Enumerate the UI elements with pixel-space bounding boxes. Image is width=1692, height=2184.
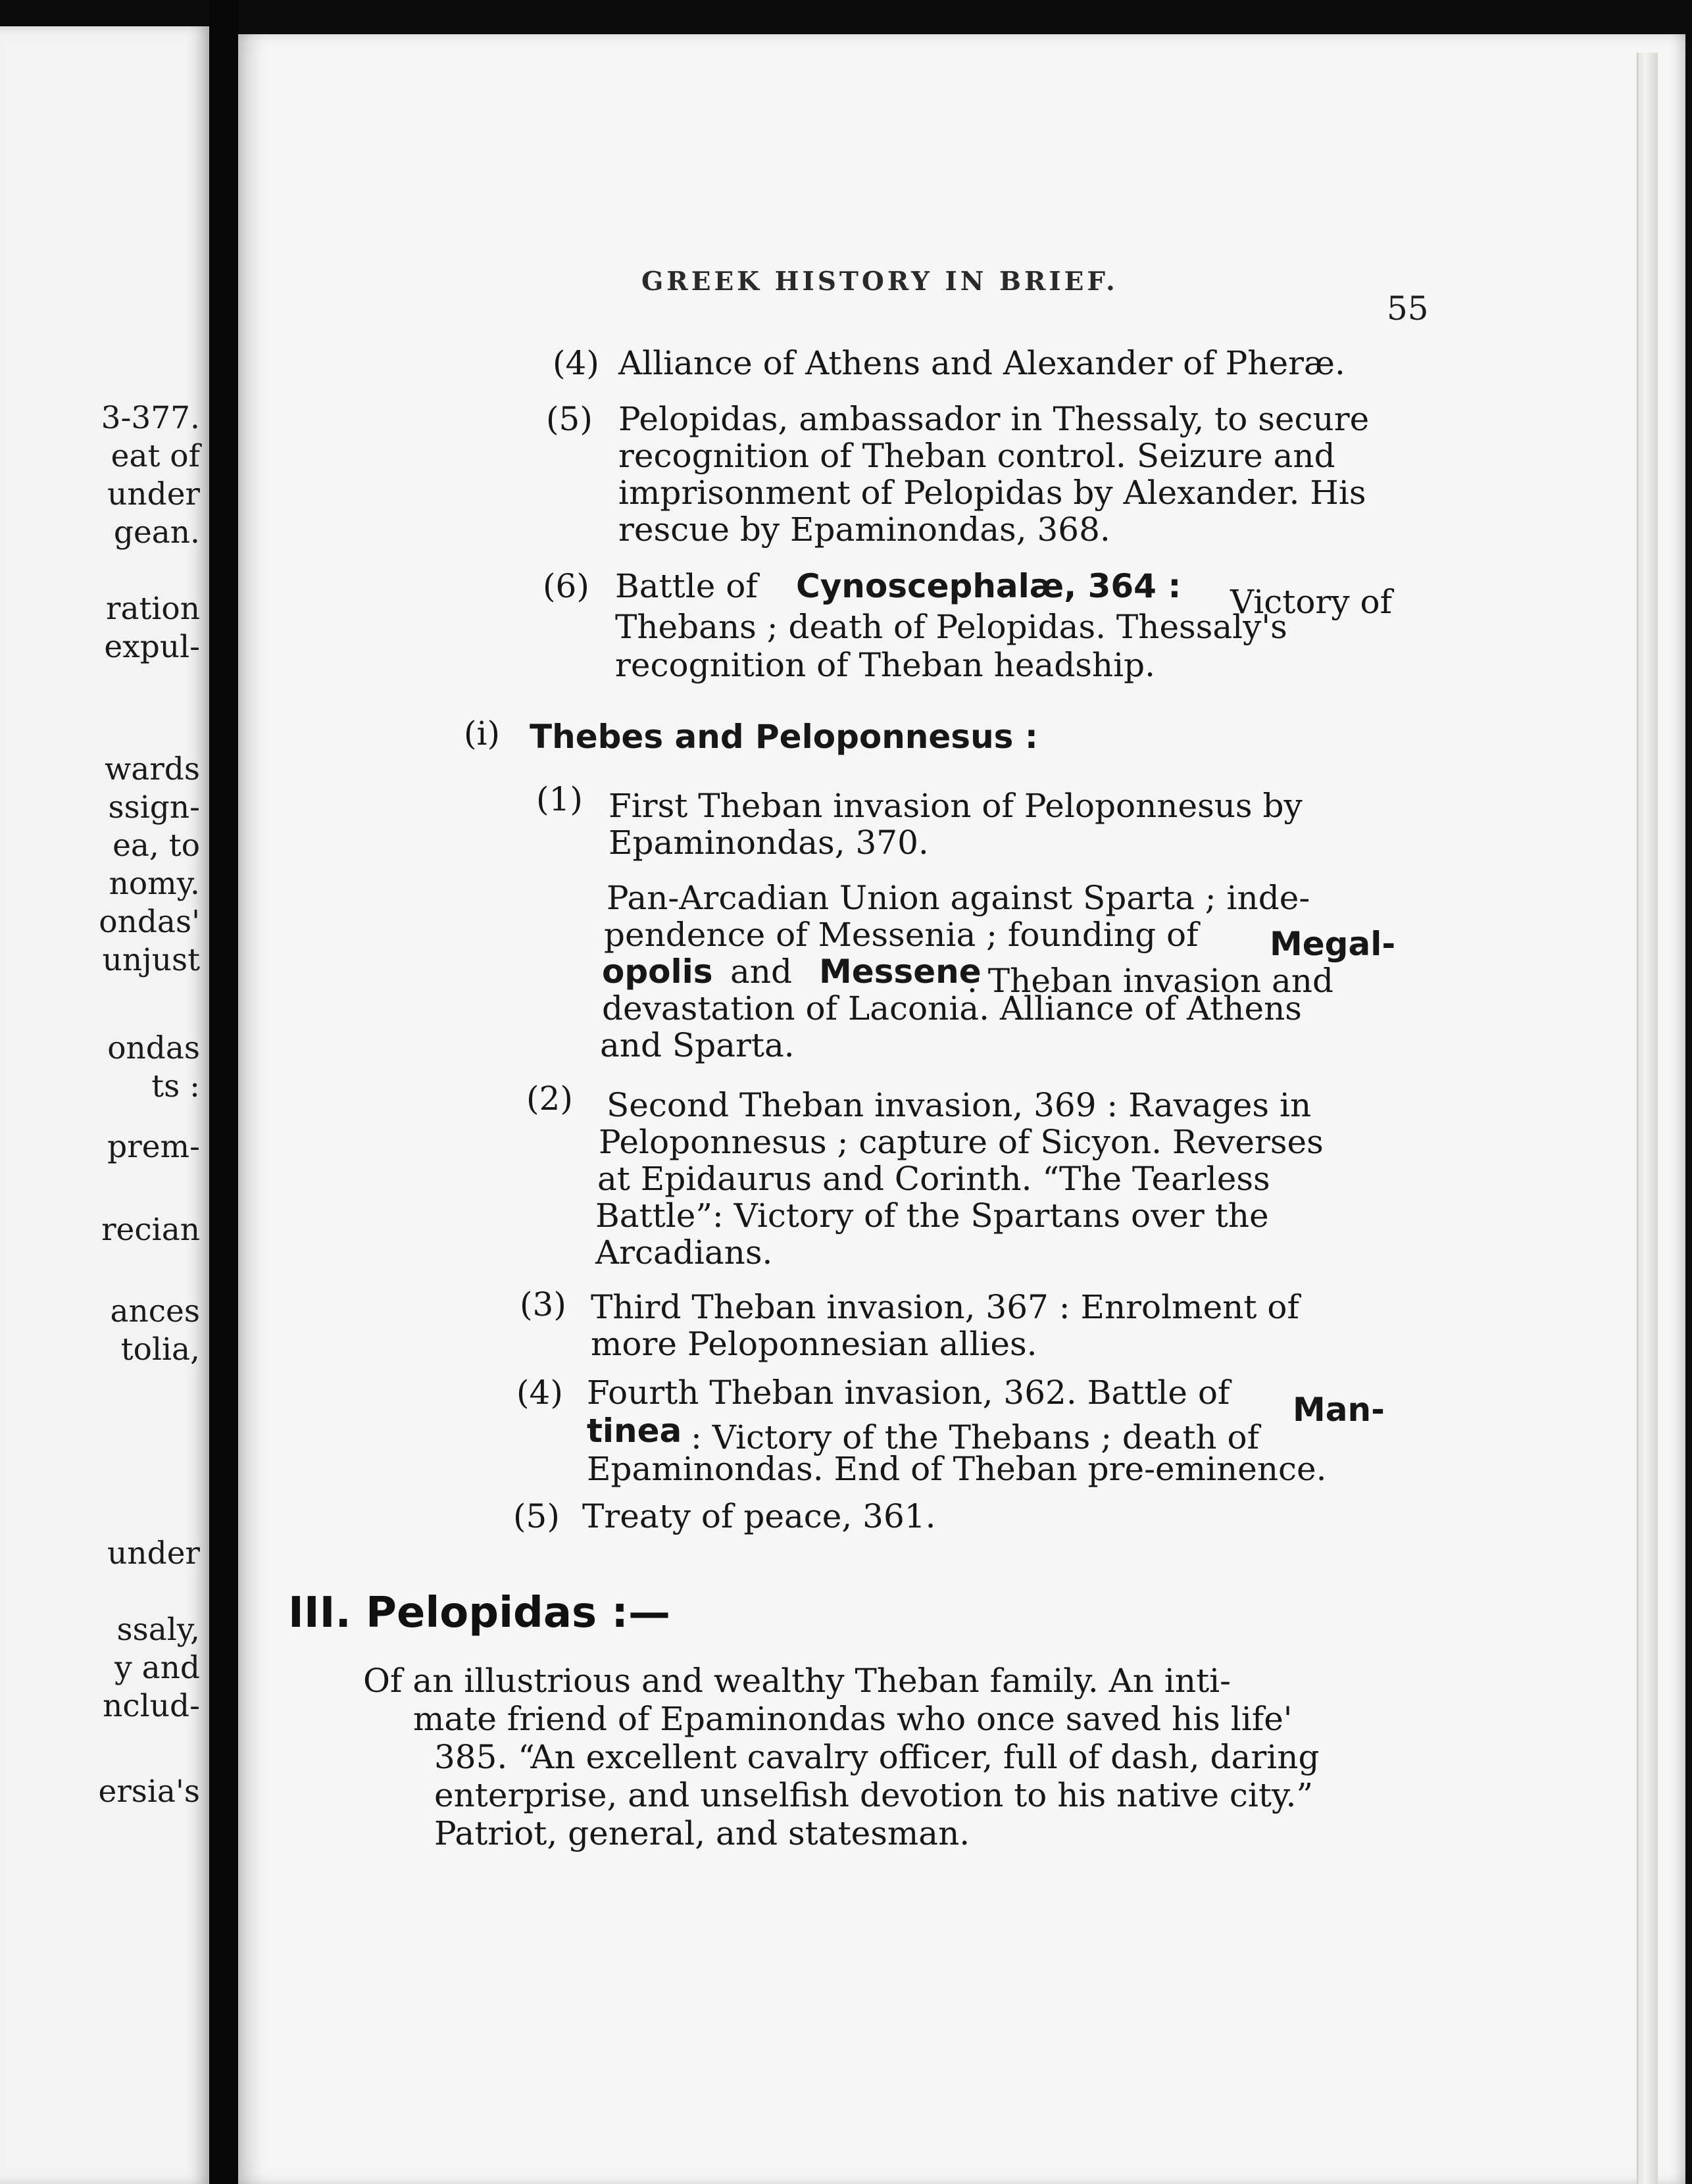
- left-text-line: recian: [101, 1212, 200, 1248]
- item-line: Victory of: [1230, 583, 1393, 621]
- left-text-line: wards: [105, 751, 200, 787]
- left-text-line: unjust: [102, 942, 200, 978]
- page-edge: [1637, 53, 1658, 2184]
- bold-term: Messene: [819, 953, 982, 991]
- left-text-line: 3-377.: [101, 400, 200, 436]
- item-number: (4): [516, 1374, 563, 1412]
- section-heading: III. Pelopidas :—: [288, 1589, 670, 1637]
- bold-term: opolis: [602, 953, 713, 991]
- item-line: imprisonment of Pelopidas by Alexander. His: [618, 474, 1366, 512]
- item-line: Arcadians.: [595, 1233, 773, 1272]
- left-text-line: ssign-: [108, 789, 200, 826]
- item-line: Second Theban invasion, 369 : Ravages in: [607, 1086, 1312, 1124]
- item-line: Battle of: [615, 567, 758, 605]
- item-line: Peloponnesus ; capture of Sicyon. Reverses: [599, 1123, 1324, 1161]
- item-line: recognition of Theban control. Seizure and: [618, 437, 1335, 475]
- item-line: rescue by Epaminondas, 368.: [618, 510, 1110, 549]
- section-title: Thebes and Peloponnesus :: [530, 718, 1038, 756]
- item-line: devastation of Laconia. Alliance of Athens: [602, 989, 1302, 1028]
- item-line: Epaminondas. End of Theban pre-eminence.: [587, 1450, 1327, 1488]
- left-text-line: ondas: [107, 1030, 200, 1066]
- left-text-line: y and: [114, 1650, 200, 1686]
- running-head: GREEK HISTORY IN BRIEF.: [641, 266, 1118, 297]
- left-text-line: ances: [110, 1293, 200, 1329]
- item-line: at Epidaurus and Corinth. “The Tearless: [597, 1160, 1270, 1198]
- paragraph-line: Of an illustrious and wealthy Theban family. An inti-: [363, 1662, 1232, 1700]
- item-number: (4): [553, 344, 599, 382]
- item-line: Battle”: Victory of the Spartans over the: [595, 1197, 1269, 1235]
- paragraph-line: 385. “An excellent cavalry officer, full of dash, daring: [434, 1738, 1320, 1776]
- item-line: more Peloponnesian allies.: [591, 1325, 1037, 1363]
- left-text-line: eat of: [111, 438, 200, 474]
- section-marker: (i): [464, 714, 501, 753]
- item-line: Fourth Theban invasion, 362. Battle of: [587, 1374, 1230, 1412]
- left-text-line: nclud-: [103, 1688, 200, 1724]
- item-line: Alliance of Athens and Alexander of Pheræ.: [618, 344, 1345, 382]
- left-text-line: ration: [106, 591, 200, 627]
- item-line: : Victory of the Thebans ; death of: [691, 1418, 1260, 1456]
- left-text-line: nomy.: [109, 866, 200, 902]
- paragraph-line: Patriot, general, and statesman.: [434, 1814, 970, 1852]
- item-line: Pelopidas, ambassador in Thessaly, to secure: [618, 400, 1370, 438]
- item-number: (1): [536, 780, 583, 818]
- bold-term: Megal-: [1270, 925, 1396, 963]
- item-line: . Theban invasion and: [967, 962, 1333, 1000]
- left-text-line: under: [107, 1535, 200, 1572]
- left-text-line: tolia,: [120, 1331, 200, 1368]
- item-line: and: [730, 953, 793, 991]
- book-gutter: [209, 0, 238, 2184]
- left-text-line: expul-: [104, 629, 200, 665]
- left-text-line: gean.: [113, 514, 200, 551]
- item-number: (2): [526, 1080, 573, 1118]
- item-line: Pan-Arcadian Union against Sparta ; inde-: [607, 879, 1310, 917]
- paragraph-line: mate friend of Epaminondas who once saved his life': [413, 1700, 1293, 1738]
- left-text-line: ondas': [99, 904, 200, 940]
- page-number: 55: [1387, 289, 1429, 328]
- item-number: (3): [520, 1285, 566, 1324]
- left-text-line: ersia's: [98, 1774, 200, 1810]
- left-page: [0, 26, 209, 2184]
- item-line: recognition of Theban headship.: [615, 646, 1155, 684]
- item-line: pendence of Messenia ; founding of: [604, 916, 1199, 954]
- item-line: and Sparta.: [600, 1026, 795, 1064]
- bold-term: Cynoscephalæ, 364 :: [796, 567, 1182, 605]
- item-line: First Theban invasion of Peloponnesus by: [609, 787, 1303, 825]
- paragraph-line: enterprise, and unselfish devotion to his native city.”: [434, 1776, 1314, 1814]
- item-line: Treaty of peace, 361.: [582, 1497, 936, 1535]
- left-text-line: prem-: [107, 1129, 200, 1165]
- left-text-line: under: [107, 476, 200, 512]
- bold-term: tinea: [587, 1412, 682, 1450]
- bold-term: Man-: [1293, 1391, 1385, 1429]
- left-text-line: ssaly,: [116, 1612, 200, 1648]
- left-text-line: ea, to: [112, 828, 200, 864]
- item-number: (6): [543, 567, 589, 605]
- item-line: Thebans ; death of Pelopidas. Thessaly's: [615, 608, 1287, 646]
- item-line: Third Theban invasion, 367 : Enrolment of: [591, 1288, 1299, 1326]
- item-number: (5): [546, 400, 593, 438]
- item-line: Epaminondas, 370.: [609, 824, 929, 862]
- left-text-line: ts :: [151, 1068, 200, 1104]
- item-number: (5): [513, 1497, 560, 1535]
